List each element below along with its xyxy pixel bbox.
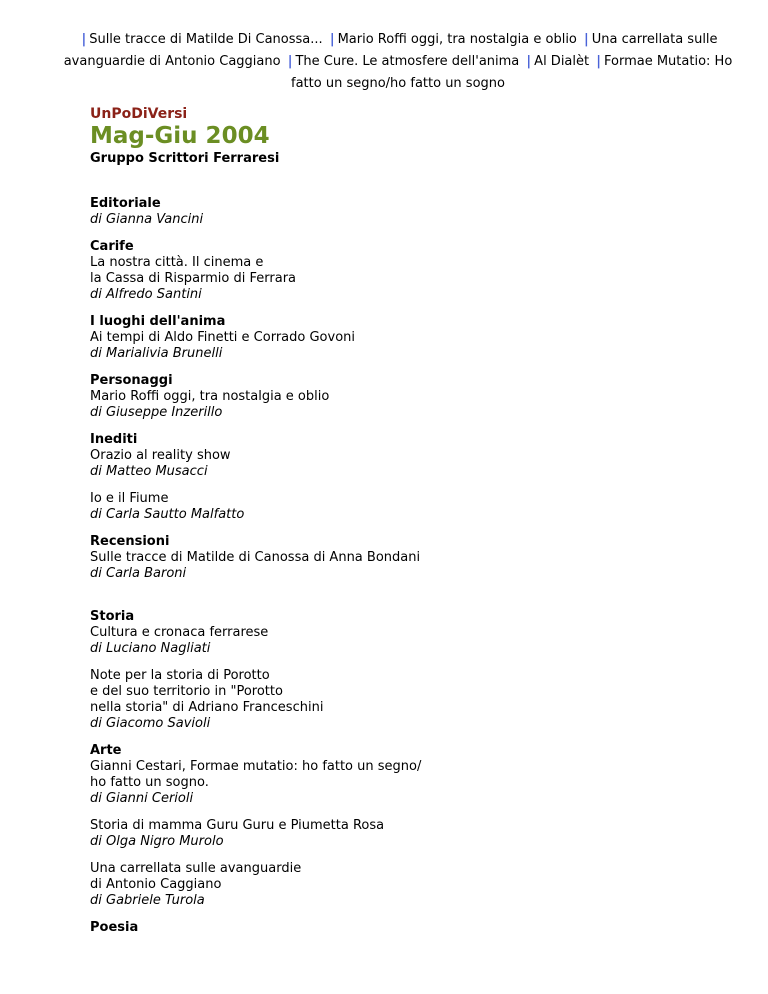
article-title-line: nella storia" di Adriano Franceschini [90, 700, 324, 715]
toc-entry [90, 239, 650, 303]
section-heading: Editoriale [90, 196, 161, 211]
nav-separator: | [596, 54, 601, 69]
article-title-line: La nostra città. Il cinema e [90, 255, 264, 270]
article-title-line: Mario Roffi oggi, tra nostalgia e oblio [90, 389, 330, 404]
article-author: di Gianna Vancini [90, 212, 204, 227]
article-title-line: ho fatto un sogno. [90, 775, 209, 790]
article-author: di Marialivia Brunelli [90, 346, 223, 361]
nav-link-caggiano[interactable]: Una carrellata sulle avanguardie di Antonio Caggiano [63, 32, 718, 69]
article-title-line: Note per la storia di Porotto [90, 668, 270, 683]
article-author: di Carla Sautto Malfatto [90, 507, 245, 522]
nav-separator: | [287, 54, 293, 69]
issue-title: Mag-Giu 2004 [90, 123, 270, 149]
magazine-index [90, 106, 650, 947]
nav-separator: | [526, 54, 532, 69]
article-title-line: Sulle tracce di Matilde di Canossa di Anna Bondani [90, 550, 421, 565]
section-heading: Inediti [90, 432, 138, 447]
article-author: di Giuseppe Inzerillo [90, 405, 223, 420]
toc-entry [90, 373, 650, 421]
article-author: di Matteo Musacci [90, 464, 208, 479]
section-heading: Storia [90, 609, 135, 624]
toc-entry [90, 196, 650, 228]
publisher-group: Gruppo Scrittori Ferraresi [90, 151, 280, 166]
article-author: di Carla Baroni [90, 566, 187, 581]
article-title-line: Io e il Fiume [90, 491, 169, 506]
article-author: di Olga Nigro Murolo [90, 834, 224, 849]
nav-separator: | [329, 32, 335, 47]
article-author: di Giacomo Savioli [90, 716, 211, 731]
nav-link-roffi[interactable]: Mario Roffi oggi, tra nostalgia e oblio [337, 32, 577, 47]
article-title-line: e del suo territorio in "Porotto [90, 684, 283, 699]
toc-entry [90, 920, 650, 936]
section-heading: Arte [90, 743, 122, 758]
article-title-line: di Antonio Caggiano [90, 877, 222, 892]
nav-link-matilde[interactable]: Sulle tracce di Matilde Di Canossa... [89, 32, 323, 47]
article-title-line: Cultura e cronaca ferrarese [90, 625, 269, 640]
article-title-line: Una carrellata sulle avanguardie [90, 861, 302, 876]
table-of-contents [90, 196, 650, 936]
nav-link-the-cure[interactable]: The Cure. Le atmosfere dell'anima [295, 54, 520, 69]
toc-entry [90, 668, 650, 732]
article-author: di Luciano Nagliati [90, 641, 211, 656]
article-title-line: Orazio al reality show [90, 448, 231, 463]
nav-separator: | [81, 32, 87, 47]
article-author: di Gabriele Turola [90, 893, 205, 908]
section-heading: Personaggi [90, 373, 173, 388]
toc-entry [90, 534, 650, 582]
nav-link-al-dialet[interactable]: Al Dialèt [534, 54, 590, 69]
article-title-line: la Cassa di Risparmio di Ferrara [90, 271, 297, 286]
section-heading: Recensioni [90, 534, 170, 549]
magazine-brand: UnPoDiVersi [90, 106, 188, 122]
toc-entry [90, 818, 650, 850]
article-title-line: Ai tempi di Aldo Finetti e Corrado Govoni [90, 330, 356, 345]
article-author: di Gianni Cerioli [90, 791, 194, 806]
article-author: di Alfredo Santini [90, 287, 202, 302]
section-heading: I luoghi dell'anima [90, 314, 226, 329]
top-navigation [52, 29, 744, 95]
nav-separator: | [584, 32, 589, 47]
toc-entry [90, 432, 650, 480]
toc-entry [90, 861, 650, 909]
toc-entry [90, 314, 650, 362]
toc-entry [90, 491, 650, 523]
article-title-line: Storia di mamma Guru Guru e Piumetta Rosa [90, 818, 385, 833]
toc-entry [90, 609, 650, 657]
nav-link-formae-mutatio[interactable]: Formae Mutatio: Ho fatto un segno/ho fatto un sogno [291, 54, 733, 91]
article-title-line: Gianni Cestari, Formae mutatio: ho fatto un segno/ [90, 759, 422, 774]
toc-entry [90, 743, 650, 807]
section-heading: Poesia [90, 920, 139, 935]
section-heading: Carife [90, 239, 134, 254]
